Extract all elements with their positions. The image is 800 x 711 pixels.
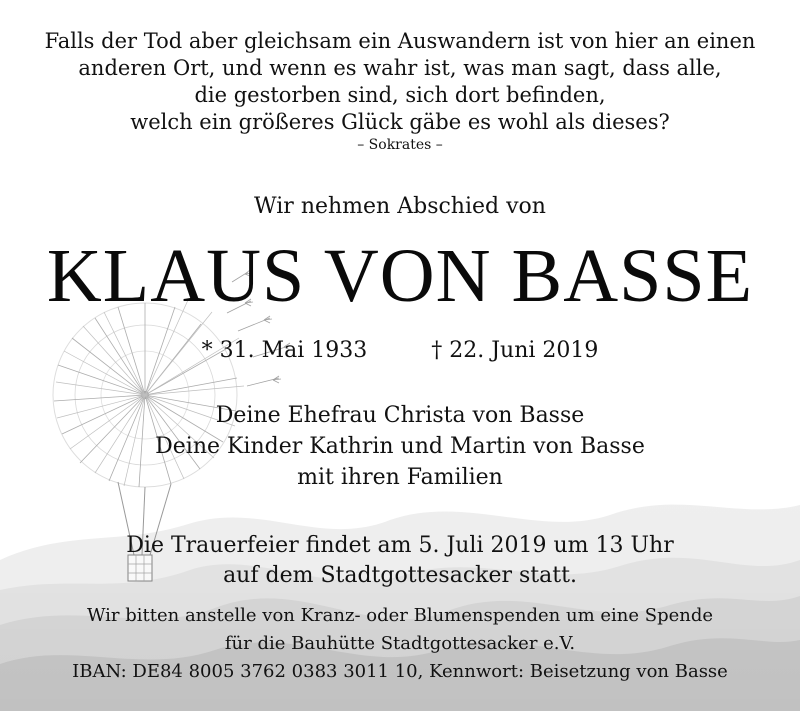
death-date: † 22. Juni 2019 — [431, 338, 599, 363]
farewell-intro: Wir nehmen Abschied von — [254, 194, 546, 219]
donation-line: für die Bauhütte Stadtgottesacker e.V. — [224, 633, 576, 654]
service-line: Die Trauerfeier findet am 5. Juli 2019 um 13 Uhr — [126, 533, 674, 558]
quote-line: welch ein größeres Glück gäbe es wohl als dieses? — [130, 110, 670, 134]
service-line: auf dem Stadtgottesacker statt. — [223, 563, 577, 588]
donation-line: IBAN: DE84 8005 3762 0383 3011 10, Kennwort: Beisetzung von Basse — [72, 661, 728, 682]
quote-line: anderen Ort, und wenn es wahr ist, was man sagt, dass alle, — [78, 56, 722, 80]
donation-line: Wir bitten anstelle von Kranz- oder Blumenspenden um eine Spende — [86, 605, 714, 626]
quote-author: – Sokrates – — [357, 137, 443, 153]
quote-line: Falls der Tod aber gleichsam ein Auswandern ist von hier an einen — [44, 29, 756, 53]
family-line: mit ihren Familien — [297, 465, 503, 490]
family-line: Deine Kinder Kathrin und Martin von Basse — [155, 434, 645, 459]
birth-date: * 31. Mai 1933 — [201, 338, 368, 363]
deceased-name: KLAUS VON BASSE — [46, 234, 754, 318]
family-line: Deine Ehefrau Christa von Basse — [215, 403, 585, 428]
quote-line: die gestorben sind, sich dort befinden, — [194, 83, 606, 107]
life-dates — [0, 337, 800, 365]
